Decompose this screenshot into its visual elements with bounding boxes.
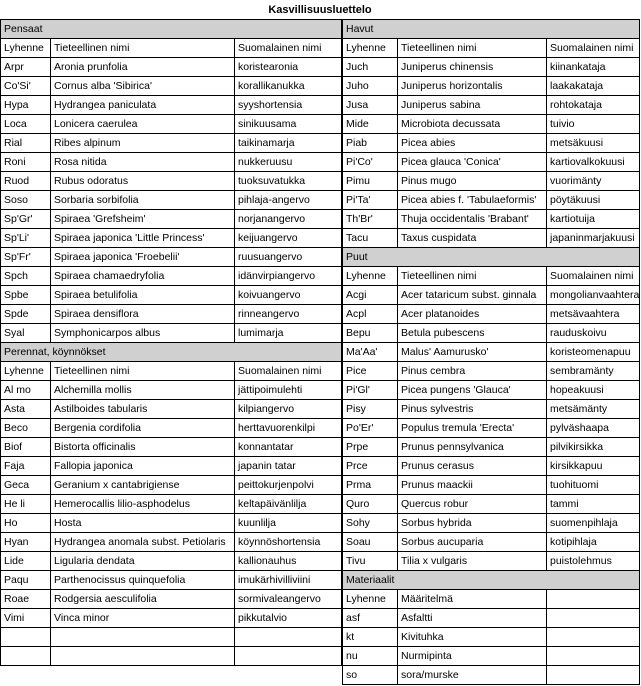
section-header <box>0 20 342 39</box>
scientific-name-cell[interactable]: Nurmipinta <box>397 647 546 665</box>
finnish-name-cell[interactable]: puistolehmus <box>546 552 640 570</box>
scientific-name-cell[interactable]: Juniperus sabina <box>397 96 546 114</box>
scientific-name-cell[interactable]: Pinus mugo <box>397 172 546 190</box>
finnish-name-cell[interactable] <box>234 647 342 665</box>
abbreviation-cell[interactable]: Lide <box>0 552 50 570</box>
scientific-name-cell[interactable]: Thuja occidentalis 'Brabant' <box>397 210 546 228</box>
finnish-name-cell[interactable]: kallionauhus <box>234 552 342 570</box>
table-row <box>0 514 342 533</box>
scientific-name-cell[interactable]: Alchemilla mollis <box>50 381 234 399</box>
finnish-name-cell[interactable]: idänvirpiangervo <box>234 267 342 285</box>
table-row <box>0 58 342 77</box>
finnish-name-cell[interactable]: mongolianvaahtera <box>546 286 640 304</box>
table-row <box>342 229 640 248</box>
table-row <box>342 134 640 153</box>
scientific-name-cell[interactable]: Prunus maackii <box>397 476 546 494</box>
scientific-name-cell[interactable]: Juniperus horizontalis <box>397 77 546 95</box>
scientific-name-cell[interactable]: Betula pubescens <box>397 324 546 342</box>
right-column <box>342 20 640 685</box>
abbreviation-cell[interactable]: Prpe <box>342 438 397 456</box>
scientific-name-cell[interactable]: Prunus pennsylvanica <box>397 438 546 456</box>
table-row <box>342 305 640 324</box>
finnish-name-cell[interactable]: nukkeruusu <box>234 153 342 171</box>
finnish-name-cell[interactable]: rauduskoivu <box>546 324 640 342</box>
scientific-name-cell[interactable]: Hydrangea anomala subst. Petiolaris <box>50 533 234 551</box>
finnish-name-cell[interactable]: tuivio <box>546 115 640 133</box>
table-row <box>342 381 640 400</box>
abbreviation-cell[interactable]: Acpl <box>342 305 397 323</box>
finnish-name-cell[interactable]: pöytäkuusi <box>546 191 640 209</box>
finnish-name-cell[interactable]: peittokurjenpolvi <box>234 476 342 494</box>
column-header-cell[interactable]: Lyhenne <box>342 590 397 608</box>
abbreviation-cell[interactable]: nu <box>342 647 397 665</box>
column-header-cell[interactable]: Tieteellinen nimi <box>397 267 546 285</box>
table-row <box>342 77 640 96</box>
finnish-name-cell[interactable]: koristearonia <box>234 58 342 76</box>
scientific-name-cell[interactable]: Vinca minor <box>50 609 234 627</box>
abbreviation-cell[interactable]: so <box>342 666 397 684</box>
scientific-name-cell[interactable] <box>50 628 234 646</box>
column-header-cell[interactable]: Suomalainen nimi <box>546 267 640 285</box>
section-header <box>342 20 640 39</box>
finnish-name-cell[interactable]: japaninmarjakuusi <box>546 229 640 247</box>
finnish-name-cell[interactable]: jättipoimulehti <box>234 381 342 399</box>
table-row <box>342 96 640 115</box>
table-row <box>342 400 640 419</box>
section-header <box>342 571 640 590</box>
abbreviation-cell[interactable]: Biof <box>0 438 50 456</box>
finnish-name-cell[interactable]: sinikuusama <box>234 115 342 133</box>
abbreviation-cell[interactable]: Piab <box>342 134 397 152</box>
table-row <box>0 476 342 495</box>
scientific-name-cell[interactable]: Geranium x cantabrigiense <box>50 476 234 494</box>
table-row <box>342 324 640 343</box>
section-title[interactable]: Materiaalit <box>342 571 640 589</box>
column-header-cell[interactable]: Lyhenne <box>0 39 50 57</box>
finnish-name-cell[interactable]: sormivaleangervo <box>234 590 342 608</box>
scientific-name-cell[interactable]: Hosta <box>50 514 234 532</box>
table-row <box>0 647 342 666</box>
abbreviation-cell[interactable]: Rial <box>0 134 50 152</box>
column-header-row <box>342 590 640 609</box>
scientific-name-cell[interactable]: Rubus odoratus <box>50 172 234 190</box>
finnish-name-cell[interactable]: japanin tatar <box>234 457 342 475</box>
table-row <box>342 438 640 457</box>
table-row <box>0 115 342 134</box>
finnish-name-cell[interactable]: keijuangervo <box>234 229 342 247</box>
scientific-name-cell[interactable]: Symphonicarpos albus <box>50 324 234 342</box>
table-row <box>0 286 342 305</box>
scientific-name-cell[interactable]: Spiraea densiflora <box>50 305 234 323</box>
section-header <box>0 343 342 362</box>
finnish-name-cell[interactable]: korallikanukka <box>234 77 342 95</box>
scientific-name-cell[interactable]: Ligularia dendata <box>50 552 234 570</box>
finnish-name-cell[interactable]: tammi <box>546 495 640 513</box>
abbreviation-cell[interactable]: Soso <box>0 191 50 209</box>
abbreviation-cell[interactable]: Pisy <box>342 400 397 418</box>
abbreviation-cell[interactable]: Spch <box>0 267 50 285</box>
scientific-name-cell[interactable]: Bistorta officinalis <box>50 438 234 456</box>
column-header-row <box>342 267 640 286</box>
finnish-name-cell[interactable]: ruusuangervo <box>234 248 342 266</box>
section-title[interactable]: Havut <box>342 20 640 38</box>
abbreviation-cell[interactable]: Geca <box>0 476 50 494</box>
scientific-name-cell[interactable]: Astilboides tabularis <box>50 400 234 418</box>
finnish-name-cell[interactable] <box>546 628 640 646</box>
section-title[interactable]: Perennat, köynnökset <box>0 343 342 361</box>
abbreviation-cell[interactable]: Sohy <box>342 514 397 532</box>
scientific-name-cell[interactable]: Sorbaria sorbifolia <box>50 191 234 209</box>
table-row <box>0 590 342 609</box>
finnish-name-cell[interactable]: imukärhivilliviini <box>234 571 342 589</box>
table-row <box>0 419 342 438</box>
table-row <box>0 400 342 419</box>
scientific-name-cell[interactable]: Spiraea betulifolia <box>50 286 234 304</box>
scientific-name-cell[interactable]: Prunus cerasus <box>397 457 546 475</box>
finnish-name-cell[interactable]: laakakataja <box>546 77 640 95</box>
finnish-name-cell[interactable]: pihlaja-angervo <box>234 191 342 209</box>
finnish-name-cell[interactable]: kuunlilja <box>234 514 342 532</box>
column-header-cell[interactable]: Lyhenne <box>342 39 397 57</box>
column-header-cell[interactable]: Tieteellinen nimi <box>397 39 546 57</box>
scientific-name-cell[interactable]: Taxus cuspidata <box>397 229 546 247</box>
finnish-name-cell[interactable]: syyshortensia <box>234 96 342 114</box>
table-row <box>0 381 342 400</box>
abbreviation-cell[interactable]: Spbe <box>0 286 50 304</box>
finnish-name-cell[interactable]: rinneangervo <box>234 305 342 323</box>
scientific-name-cell[interactable]: sora/murske <box>397 666 546 684</box>
finnish-name-cell[interactable]: metsävaahtera <box>546 305 640 323</box>
scientific-name-cell[interactable]: Spiraea japonica 'Little Princess' <box>50 229 234 247</box>
finnish-name-cell[interactable]: koivuangervo <box>234 286 342 304</box>
table-row <box>342 533 640 552</box>
finnish-name-cell[interactable]: pikkutalvio <box>234 609 342 627</box>
table-row <box>0 153 342 172</box>
table-row <box>0 495 342 514</box>
finnish-name-cell[interactable]: herttavuorenkilpi <box>234 419 342 437</box>
abbreviation-cell[interactable]: Pice <box>342 362 397 380</box>
finnish-name-cell[interactable]: kartiotuija <box>546 210 640 228</box>
scientific-name-cell[interactable]: Rodgersia aesculifolia <box>50 590 234 608</box>
table-row <box>342 153 640 172</box>
finnish-name-cell[interactable]: norjanangervo <box>234 210 342 228</box>
scientific-name-cell[interactable]: Microbiota decussata <box>397 115 546 133</box>
table-row <box>342 172 640 191</box>
table-row <box>0 267 342 286</box>
finnish-name-cell[interactable]: pylväshaapa <box>546 419 640 437</box>
abbreviation-cell[interactable]: Hypa <box>0 96 50 114</box>
column-header-cell[interactable]: Suomalainen nimi <box>234 362 342 380</box>
abbreviation-cell[interactable]: Beco <box>0 419 50 437</box>
abbreviation-cell[interactable]: Tivu <box>342 552 397 570</box>
table-row <box>0 438 342 457</box>
table-row <box>0 210 342 229</box>
scientific-name-cell[interactable]: Kivituhka <box>397 628 546 646</box>
abbreviation-cell[interactable]: Bepu <box>342 324 397 342</box>
finnish-name-cell[interactable] <box>546 666 640 684</box>
scientific-name-cell[interactable]: Rosa nitida <box>50 153 234 171</box>
table-row <box>0 571 342 590</box>
column-header-row <box>0 362 342 381</box>
abbreviation-cell[interactable]: Syal <box>0 324 50 342</box>
table-row <box>0 324 342 343</box>
table-row <box>0 552 342 571</box>
abbreviation-cell[interactable]: Pi'Co' <box>342 153 397 171</box>
scientific-name-cell[interactable]: Acer tataricum subst. ginnala <box>397 286 546 304</box>
finnish-name-cell[interactable] <box>234 628 342 646</box>
finnish-name-cell[interactable]: hopeakuusi <box>546 381 640 399</box>
finnish-name-cell[interactable]: pilvikirsikka <box>546 438 640 456</box>
scientific-name-cell[interactable]: Acer platanoides <box>397 305 546 323</box>
finnish-name-cell[interactable]: kirsikkapuu <box>546 457 640 475</box>
finnish-name-cell[interactable]: konnantatar <box>234 438 342 456</box>
scientific-name-cell[interactable]: Spiraea chamaedryfolia <box>50 267 234 285</box>
finnish-name-cell[interactable]: metsämänty <box>546 400 640 418</box>
table-row <box>342 362 640 381</box>
abbreviation-cell[interactable]: Hyan <box>0 533 50 551</box>
table-row <box>0 305 342 324</box>
scientific-name-cell[interactable]: Tilia x vulgaris <box>397 552 546 570</box>
section-title[interactable]: Puut <box>342 248 640 266</box>
table-row <box>0 77 342 96</box>
abbreviation-cell[interactable]: Juho <box>342 77 397 95</box>
table-row <box>0 628 342 647</box>
table-row <box>0 172 342 191</box>
scientific-name-cell[interactable]: Sorbus aucuparia <box>397 533 546 551</box>
scientific-name-cell[interactable]: Pinus cembra <box>397 362 546 380</box>
scientific-name-cell[interactable]: Bergenia cordifolia <box>50 419 234 437</box>
table-row <box>342 286 640 305</box>
column-header-cell[interactable]: Tieteellinen nimi <box>50 39 234 57</box>
table-row <box>0 248 342 267</box>
section-title[interactable]: Pensaat <box>0 20 342 38</box>
abbreviation-cell[interactable]: Pimu <box>342 172 397 190</box>
abbreviation-cell[interactable] <box>0 647 50 665</box>
abbreviation-cell[interactable]: Ma'Aa' <box>342 343 397 361</box>
table-row <box>0 191 342 210</box>
scientific-name-cell[interactable]: Juniperus chinensis <box>397 58 546 76</box>
column-header-cell[interactable]: Suomalainen nimi <box>546 39 640 57</box>
abbreviation-cell[interactable]: He li <box>0 495 50 513</box>
abbreviation-cell[interactable]: Roae <box>0 590 50 608</box>
scientific-name-cell[interactable]: Asfaltti <box>397 609 546 627</box>
table-row <box>342 495 640 514</box>
table-row <box>342 210 640 229</box>
table-row <box>342 191 640 210</box>
table-row <box>0 134 342 153</box>
finnish-name-cell[interactable] <box>546 647 640 665</box>
sheet-title: Kasvillisuusluettelo <box>0 0 640 20</box>
abbreviation-cell[interactable]: Soau <box>342 533 397 551</box>
finnish-name-cell[interactable]: lumimarja <box>234 324 342 342</box>
abbreviation-cell[interactable]: Co'Si' <box>0 77 50 95</box>
abbreviation-cell[interactable]: Roni <box>0 153 50 171</box>
abbreviation-cell[interactable]: Sp'Li' <box>0 229 50 247</box>
table-row <box>342 647 640 666</box>
abbreviation-cell[interactable]: Juch <box>342 58 397 76</box>
scientific-name-cell[interactable]: Populus tremula 'Erecta' <box>397 419 546 437</box>
scientific-name-cell[interactable]: Parthenocissus quinquefolia <box>50 571 234 589</box>
table-row <box>342 552 640 571</box>
scientific-name-cell[interactable]: Picea glauca 'Conica' <box>397 153 546 171</box>
table-row <box>0 457 342 476</box>
abbreviation-cell[interactable]: asf <box>342 609 397 627</box>
abbreviation-cell[interactable] <box>0 628 50 646</box>
scientific-name-cell[interactable]: Sorbus hybrida <box>397 514 546 532</box>
scientific-name-cell[interactable] <box>50 647 234 665</box>
column-header-cell[interactable]: Suomalainen nimi <box>234 39 342 57</box>
table-row <box>342 457 640 476</box>
scientific-name-cell[interactable]: Cornus alba 'Sibirica' <box>50 77 234 95</box>
abbreviation-cell[interactable]: Th'Br' <box>342 210 397 228</box>
table-row <box>342 115 640 134</box>
abbreviation-cell[interactable]: Acgi <box>342 286 397 304</box>
abbreviation-cell[interactable]: Asta <box>0 400 50 418</box>
scientific-name-cell[interactable]: Hydrangea paniculata <box>50 96 234 114</box>
scientific-name-cell[interactable]: Lonicera caerulea <box>50 115 234 133</box>
finnish-name-cell[interactable]: kotipihlaja <box>546 533 640 551</box>
finnish-name-cell[interactable]: keltapäivänlilja <box>234 495 342 513</box>
finnish-name-cell[interactable]: tuohituomi <box>546 476 640 494</box>
abbreviation-cell[interactable]: Pi'Gl' <box>342 381 397 399</box>
abbreviation-cell[interactable]: Paqu <box>0 571 50 589</box>
left-column <box>0 20 342 666</box>
table-row <box>0 533 342 552</box>
abbreviation-cell[interactable]: Prce <box>342 457 397 475</box>
table-row <box>342 476 640 495</box>
abbreviation-cell[interactable]: Vimi <box>0 609 50 627</box>
column-header-row <box>0 39 342 58</box>
section-header <box>342 248 640 267</box>
table-row <box>0 609 342 628</box>
abbreviation-cell[interactable]: Sp'Gr' <box>0 210 50 228</box>
finnish-name-cell[interactable]: metsäkuusi <box>546 134 640 152</box>
scientific-name-cell[interactable]: Quercus robur <box>397 495 546 513</box>
column-header-cell[interactable]: Lyhenne <box>342 267 397 285</box>
table-row <box>342 343 640 362</box>
table-row <box>342 514 640 533</box>
finnish-name-cell[interactable]: koristeomenapuu <box>546 343 640 361</box>
table-row <box>342 666 640 685</box>
table-row <box>0 229 342 248</box>
abbreviation-cell[interactable]: Sp'Fr' <box>0 248 50 266</box>
scientific-name-cell[interactable]: Ribes alpinum <box>50 134 234 152</box>
scientific-name-cell[interactable]: Picea abies f. 'Tabulaeformis' <box>397 191 546 209</box>
finnish-name-cell[interactable] <box>546 609 640 627</box>
finnish-name-cell[interactable]: sembramänty <box>546 362 640 380</box>
finnish-name-cell[interactable]: taikinamarja <box>234 134 342 152</box>
column-header-cell[interactable] <box>546 590 640 608</box>
column-header-row <box>342 39 640 58</box>
abbreviation-cell[interactable]: Prma <box>342 476 397 494</box>
abbreviation-cell[interactable]: Arpr <box>0 58 50 76</box>
finnish-name-cell[interactable]: köynnöshortensia <box>234 533 342 551</box>
abbreviation-cell[interactable]: Pi'Ta' <box>342 191 397 209</box>
finnish-name-cell[interactable]: kiinankataja <box>546 58 640 76</box>
abbreviation-cell[interactable]: Spde <box>0 305 50 323</box>
column-header-cell[interactable]: Tieteellinen nimi <box>50 362 234 380</box>
abbreviation-cell[interactable]: Ho <box>0 514 50 532</box>
table-row <box>342 609 640 628</box>
table-row <box>342 419 640 438</box>
abbreviation-cell[interactable]: Tacu <box>342 229 397 247</box>
abbreviation-cell[interactable]: Po'Er' <box>342 419 397 437</box>
scientific-name-cell[interactable]: Fallopia japonica <box>50 457 234 475</box>
scientific-name-cell[interactable]: Malus' Aamurusko' <box>397 343 546 361</box>
abbreviation-cell[interactable]: Al mo <box>0 381 50 399</box>
scientific-name-cell[interactable]: Spiraea japonica 'Froebelii' <box>50 248 234 266</box>
abbreviation-cell[interactable]: Faja <box>0 457 50 475</box>
abbreviation-cell[interactable]: Quro <box>342 495 397 513</box>
abbreviation-cell[interactable]: Mide <box>342 115 397 133</box>
scientific-name-cell[interactable]: Hemerocallis lilio-asphodelus <box>50 495 234 513</box>
scientific-name-cell[interactable]: Pinus sylvestris <box>397 400 546 418</box>
table-row <box>0 96 342 115</box>
finnish-name-cell[interactable]: kartiovalkokuusi <box>546 153 640 171</box>
finnish-name-cell[interactable]: vuorimänty <box>546 172 640 190</box>
table-row <box>342 58 640 77</box>
column-header-cell[interactable]: Määritelmä <box>397 590 546 608</box>
abbreviation-cell[interactable]: Jusa <box>342 96 397 114</box>
scientific-name-cell[interactable]: Aronia prunfolia <box>50 58 234 76</box>
abbreviation-cell[interactable]: Ruod <box>0 172 50 190</box>
table-row <box>342 628 640 647</box>
scientific-name-cell[interactable]: Picea pungens 'Glauca' <box>397 381 546 399</box>
abbreviation-cell[interactable]: Loca <box>0 115 50 133</box>
column-header-cell[interactable]: Lyhenne <box>0 362 50 380</box>
finnish-name-cell[interactable]: suomenpihlaja <box>546 514 640 532</box>
scientific-name-cell[interactable]: Spiraea 'Grefsheim' <box>50 210 234 228</box>
finnish-name-cell[interactable]: kilpiangervo <box>234 400 342 418</box>
scientific-name-cell[interactable]: Picea abies <box>397 134 546 152</box>
finnish-name-cell[interactable]: tuoksuvatukka <box>234 172 342 190</box>
abbreviation-cell[interactable]: kt <box>342 628 397 646</box>
finnish-name-cell[interactable]: rohtokataja <box>546 96 640 114</box>
